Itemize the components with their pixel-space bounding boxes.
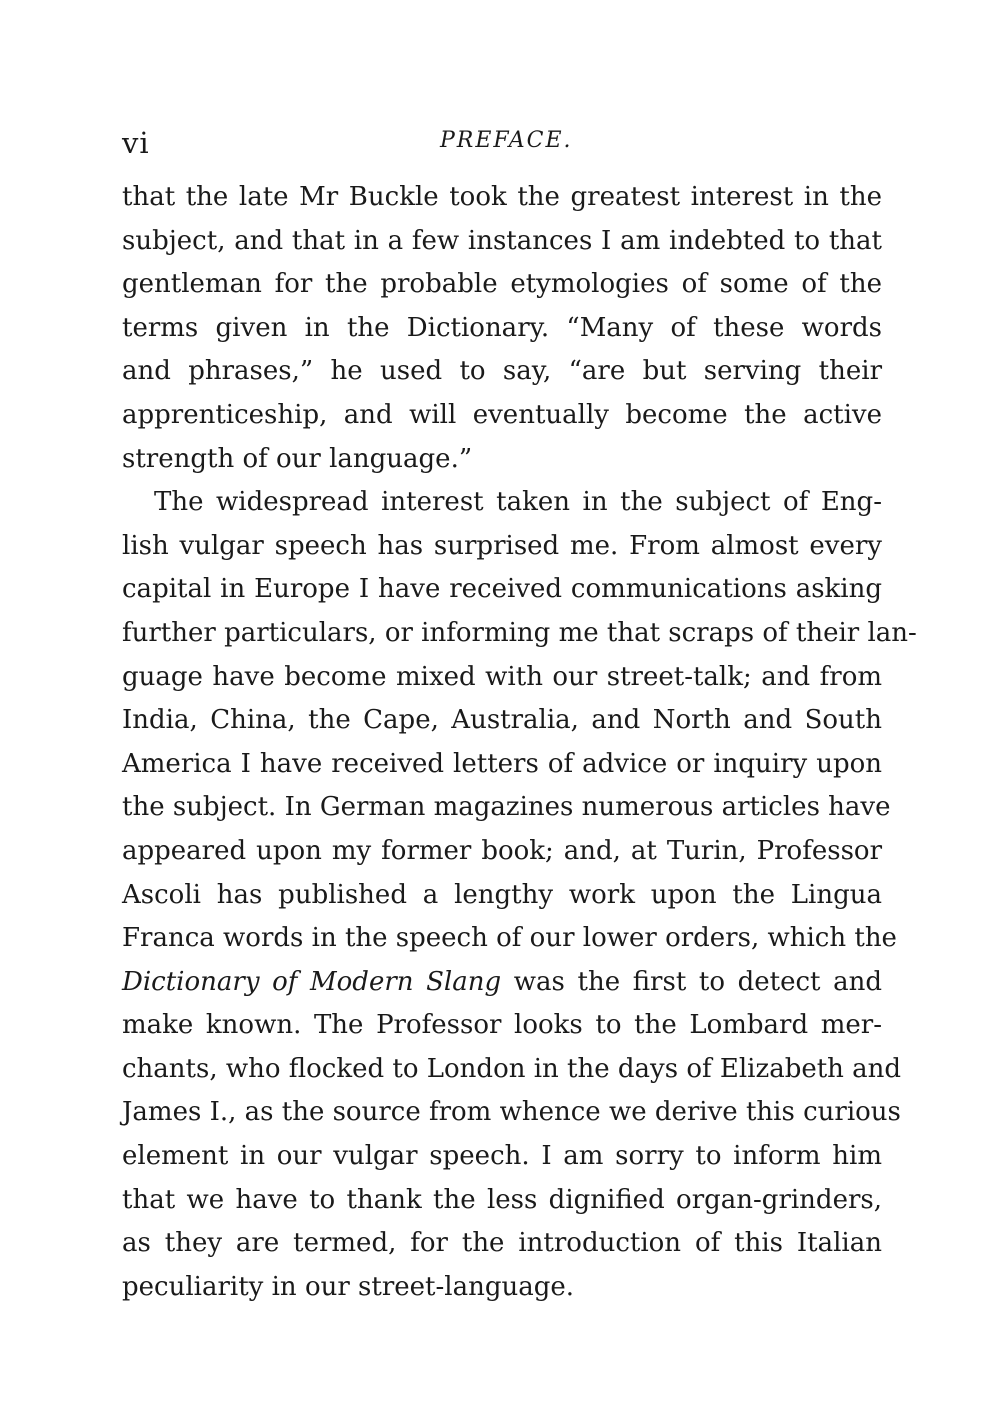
text-line: America I have received letters of advice or inquiry upon	[122, 748, 882, 779]
text-line: Ascoli has published a lengthy work upon the Lingua	[122, 879, 882, 910]
text-line: that the late Mr Buckle took the greatest interest in the	[122, 182, 882, 212]
paragraph	[122, 481, 917, 1309]
text-line: Franca words in the speech of our lower orders, which the	[122, 923, 897, 954]
text-line: capital in Europe I have received communications asking	[122, 574, 882, 605]
text-line: lish vulgar speech has surprised me. From almost every	[122, 530, 882, 561]
text-line: chants, who flocked to London in the days of Elizabeth and	[122, 1053, 902, 1084]
text-line: gentleman for the probable etymologies of some of the	[122, 269, 882, 300]
text-line: subject, and that in a few instances I am indebted to that	[122, 225, 882, 256]
book-title: Dictionary of Modern Slang	[122, 966, 502, 997]
text-line: and phrases,” he used to say, “are but serving their	[122, 356, 882, 387]
page-header	[122, 118, 882, 168]
text-line: India, China, the Cape, Australia, and North and South	[122, 705, 882, 736]
text-line-with-title	[122, 961, 882, 1005]
running-head: PREFACE.	[440, 128, 573, 153]
text-line: James I., as the source from whence we derive this curious	[122, 1097, 901, 1128]
text-line: terms given in the Dictionary. “Many of these words	[122, 312, 882, 343]
text-line: The widespread interest taken in the subject of Eng-	[154, 487, 882, 518]
text-line: appeared upon my former book; and, at Turin, Professor	[122, 835, 882, 866]
text-line: guage have become mixed with our street-talk; and from	[122, 661, 882, 692]
text-line: strength of our language.”	[122, 443, 473, 474]
text-line: further particulars, or informing me that scraps of their lan-	[122, 617, 917, 648]
body-text	[122, 176, 917, 1309]
page-number: vi	[122, 126, 150, 160]
text-line: apprenticeship, and will eventually become the active	[122, 399, 882, 430]
text-line: element in our vulgar speech. I am sorry to inform him	[122, 1141, 882, 1172]
text-line: that we have to thank the less dignified organ-grinders,	[122, 1184, 882, 1215]
paragraph	[122, 176, 882, 481]
text-line: as they are termed, for the introduction of this Italian	[122, 1228, 882, 1259]
book-page	[122, 118, 917, 1302]
text-line: the subject. In German magazines numerous articles have	[122, 792, 891, 823]
text-span: was the first to detect and	[501, 966, 882, 997]
text-line: make known. The Professor looks to the Lombard mer-	[122, 1010, 882, 1041]
text-line: peculiarity in our street-language.	[122, 1271, 575, 1302]
